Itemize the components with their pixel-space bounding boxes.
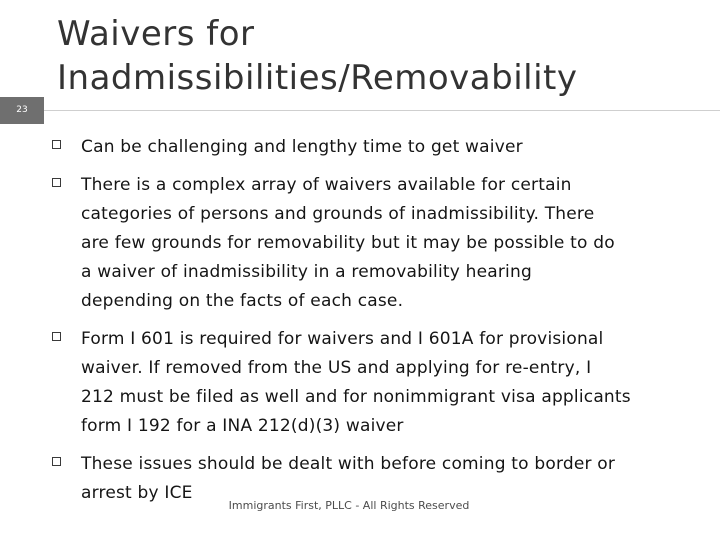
bullet-item-3 (50, 325, 700, 441)
title-divider (44, 110, 720, 111)
bullet-line: form I 192 for a INA 212(d)(3) waiver (81, 416, 404, 436)
title-line-2: Inadmissibilities/Removability (57, 58, 578, 98)
square-bullet-icon (52, 457, 61, 466)
page-number-badge: 23 (0, 97, 44, 124)
bullet-line: 212 must be filed as well and for nonimmigrant visa applicants (81, 387, 631, 407)
bullet-line: are few grounds for removability but it may be possible to do (81, 233, 615, 253)
title-line-1: Waivers for (57, 14, 255, 54)
bullet-line: Form I 601 is required for waivers and I 601A for provisional (81, 329, 604, 349)
bullet-line: a waiver of inadmissibility in a removability hearing (81, 262, 532, 282)
bullet-text (81, 133, 700, 162)
slide-title (57, 12, 707, 100)
footer-copyright: Immigrants First, PLLC - All Rights Reserved (228, 499, 470, 512)
bullet-item-1 (50, 133, 700, 162)
bullet-line: There is a complex array of waivers available for certain (81, 175, 572, 195)
bullet-line: arrest by ICE (81, 483, 193, 503)
bullet-item-2 (50, 171, 700, 316)
square-bullet-icon (52, 178, 61, 187)
bullet-list (50, 133, 700, 517)
bullet-text (81, 325, 700, 441)
bullet-line: These issues should be dealt with before coming to border or (81, 454, 616, 474)
bullet-line: depending on the facts of each case. (81, 291, 404, 311)
bullet-line: waiver. If removed from the US and applying for re-entry, I (81, 358, 592, 378)
bullet-text (81, 171, 700, 316)
square-bullet-icon (52, 332, 61, 341)
bullet-line: categories of persons and grounds of inadmissibility. There (81, 204, 595, 224)
bullet-line: Can be challenging and lengthy time to get waiver (81, 137, 523, 157)
square-bullet-icon (52, 140, 61, 149)
